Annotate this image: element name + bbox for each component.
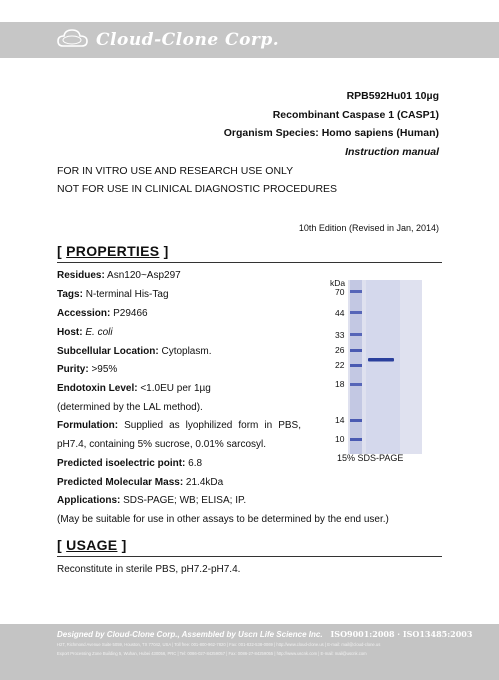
endotoxin-row: Endotoxin Level: <1.0EU per 1µg <box>57 383 211 394</box>
company-logo <box>56 26 279 54</box>
marker-label: 44 <box>335 308 345 318</box>
residues-row: Residues: Asn120~Asp297 <box>57 270 181 281</box>
endotoxin-method: (determined by the LAL method). <box>57 402 203 413</box>
document-type: Instruction manual <box>345 146 439 158</box>
formulation-detail: pH7.4, containing 5% sucrose, 0.01% sarcosyl. <box>57 439 266 450</box>
formulation-row: Formulation: Supplied as lyophilized form in PBS, <box>57 420 301 431</box>
research-use-notice: FOR IN VITRO USE AND RESEARCH USE ONLY <box>57 165 294 177</box>
properties-heading: [ PROPERTIES ] <box>57 243 169 259</box>
accession-row: Accession: P29466 <box>57 308 148 319</box>
usage-heading: [ USAGE ] <box>57 537 127 553</box>
subcellular-location-row: Subcellular Location: Cytoplasm. <box>57 346 212 357</box>
clinical-use-notice: NOT FOR USE IN CLINICAL DIAGNOSTIC PROCEDURES <box>57 183 338 195</box>
footer-prc-contact: Export Processing Zone Building 5, Wuhan, Hubei 430056, PRC | Tel: 0086-027-84259057 | Fax: 0086-27-84259055 | http://www.uscnk.com | E-mail: mail@uscnk.com <box>57 651 367 656</box>
marker-label: 26 <box>335 345 345 355</box>
usage-divider <box>57 556 442 557</box>
header-banner <box>0 22 499 58</box>
host-row: Host: E. coli <box>57 327 113 338</box>
suitability-note: (May be suitable for use in other assays to be determined by the end user.) <box>57 514 389 525</box>
marker-label: 14 <box>335 415 345 425</box>
footer-banner <box>0 624 499 680</box>
tags-row: Tags: N-terminal His-Tag <box>57 289 169 300</box>
sds-page-gel-image <box>322 272 424 462</box>
footer-credits: Designed by Cloud-Clone Corp., Assembled by Uscn Life Science Inc. ISO9001:2008 · ISO13485:2003 <box>57 629 473 639</box>
usage-instructions: Reconstitute in sterile PBS, pH7.2-pH7.4. <box>57 564 241 575</box>
purity-row: Purity: >95% <box>57 364 118 375</box>
sample-lane <box>366 280 400 454</box>
product-code: RPB592Hu01 10µg <box>346 90 439 102</box>
gel-caption: 15% SDS-PAGE <box>337 453 404 463</box>
marker-lane <box>350 280 362 454</box>
marker-label: 10 <box>335 434 345 444</box>
marker-label: 18 <box>335 379 345 389</box>
properties-divider <box>57 262 442 263</box>
product-name: Recombinant Caspase 1 (CASP1) <box>272 109 439 121</box>
isoelectric-point-row: Predicted isoelectric point: 6.8 <box>57 458 203 469</box>
marker-label: 33 <box>335 330 345 340</box>
brand-name: Cloud-Clone Corp. <box>96 30 280 50</box>
marker-labels <box>335 287 345 444</box>
organism-species: Organism Species: Homo sapiens (Human) <box>223 127 439 139</box>
footer-us-contact: H2T, Richmond Avenue Suite 5059, Houston, TX 77042, USA | Toll free: 001-800-962-7820 | Fax: 001-832-538-0069 | http://www.cloud-clone.us | E-mail: mail@cloud-clone.us <box>57 642 381 647</box>
edition-info: 10th Edition (Revised in Jan, 2014) <box>298 223 439 233</box>
applications-row: Applications: SDS-PAGE; WB; ELISA; IP. <box>57 495 247 506</box>
kda-unit-label: kDa <box>330 278 346 288</box>
marker-label: 70 <box>335 287 345 297</box>
iso-certification: ISO9001:2008 · ISO13485:2003 <box>330 629 473 639</box>
cloud-logo-icon <box>56 26 90 54</box>
protein-band <box>368 358 394 362</box>
molecular-mass-row: Predicted Molecular Mass: 21.4kDa <box>57 477 224 488</box>
marker-label: 22 <box>335 360 345 370</box>
